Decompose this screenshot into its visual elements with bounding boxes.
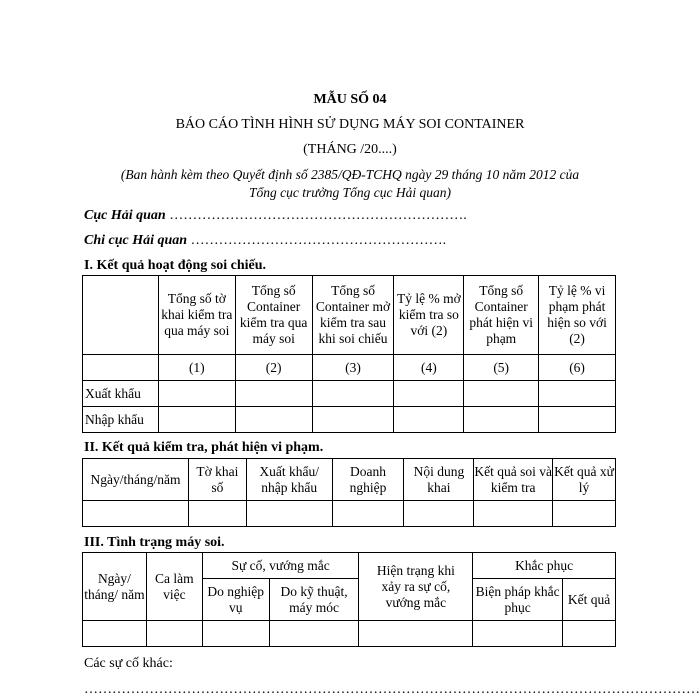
other-incidents-dots: …………………………………………………………………………………………………………………… [84, 682, 700, 697]
table-cell [474, 501, 553, 527]
fix-result-header: Kết quả [563, 579, 616, 621]
column-header: Tổng số Container phát hiện vi phạm [464, 276, 539, 355]
column-header: Nội dung khai [404, 459, 474, 501]
customs-branch-dots: ………………………………………………. [187, 233, 447, 248]
table-cell [553, 501, 616, 527]
section-3-title: III. Tình trạng máy soi. [84, 535, 225, 550]
date-header: Ngày/ tháng/ năm [83, 553, 147, 621]
column-number: (4) [394, 355, 464, 381]
other-incidents-label: Các sự cố khác: [84, 656, 173, 671]
column-header: Tổng số Container kiểm tra qua máy soi [235, 276, 312, 355]
column-header: Kết quả soi và kiểm tra [474, 459, 553, 501]
decree-line-2: Tổng cục trưởng Tổng cục Hải quan) [248, 185, 452, 200]
decree-note [0, 166, 700, 202]
customs-department-field [84, 208, 467, 224]
column-header: Doanh nghiệp [332, 459, 404, 501]
table-cell [312, 407, 394, 433]
column-header: Tổng số Container mở kiểm tra sau khi soi chiếu [312, 276, 394, 355]
table-cell [539, 381, 616, 407]
table-cell [269, 621, 359, 647]
column-number: (6) [539, 355, 616, 381]
row-label-export: Xuất khẩu [83, 381, 159, 407]
table-cell [359, 621, 473, 647]
column-number: (1) [158, 355, 235, 381]
table-cell [464, 381, 539, 407]
shift-header: Ca làm việc [146, 553, 202, 621]
table-row [83, 621, 616, 647]
table-cell [539, 407, 616, 433]
column-header: Kết quả xử lý [553, 459, 616, 501]
table-cell [394, 407, 464, 433]
incident-group-header: Sự cố, vướng mắc [202, 553, 359, 579]
table-cell [83, 621, 147, 647]
table-cell [312, 381, 394, 407]
fix-measure-header: Biện pháp khắc phục [473, 579, 563, 621]
scan-results-table [82, 275, 616, 433]
table-header-row [83, 276, 616, 355]
form-number: MẪU SỐ 04 [313, 92, 387, 107]
table-cell [464, 407, 539, 433]
incident-business-header: Do nghiệp vụ [202, 579, 269, 621]
scanner-status-table [82, 552, 616, 647]
table-cell [563, 621, 616, 647]
table-cell [235, 381, 312, 407]
column-header: Tờ khai số [188, 459, 246, 501]
table-row [83, 407, 616, 433]
table-cell [202, 621, 269, 647]
table-cell [246, 501, 332, 527]
fix-group-header: Khắc phục [473, 553, 616, 579]
column-header: Tỷ lệ % mở kiểm tra so với (2) [394, 276, 464, 355]
column-header: Ngày/tháng/năm [83, 459, 189, 501]
column-header: Tỷ lệ % vi phạm phát hiện so với (2) [539, 276, 616, 355]
table-header-row [83, 553, 616, 579]
table-cell [158, 407, 235, 433]
violations-table [82, 458, 616, 527]
customs-branch-field [84, 233, 446, 249]
table-cell [235, 407, 312, 433]
section-1-title: I. Kết quả hoạt động soi chiếu. [84, 258, 267, 273]
customs-department-label: Cục Hải quan [84, 208, 166, 223]
table-header-row [83, 459, 616, 501]
table-cell [158, 381, 235, 407]
table-cell [146, 621, 202, 647]
table-cell [394, 381, 464, 407]
column-number: (5) [464, 355, 539, 381]
column-number: (2) [235, 355, 312, 381]
table-cell [83, 355, 159, 381]
table-row [83, 501, 616, 527]
table-cell [332, 501, 404, 527]
incident-technical-header: Do kỹ thuật, máy móc [269, 579, 359, 621]
column-number: (3) [312, 355, 394, 381]
status-header: Hiện trạng khi xảy ra sự cố, vướng mắc [359, 553, 473, 621]
table-cell [188, 501, 246, 527]
table-corner-cell [83, 276, 159, 355]
customs-branch-label: Chi cục Hải quan [84, 233, 188, 248]
decree-line-1: (Ban hành kèm theo Quyết định số 2385/QĐ-TCHQ ngày 29 tháng 10 năm 2012 của [120, 167, 580, 182]
column-header: Xuất khẩu/ nhập khẩu [246, 459, 332, 501]
table-cell [473, 621, 563, 647]
section-2-title: II. Kết quả kiểm tra, phát hiện vi phạm. [84, 440, 324, 455]
row-label-import: Nhập khẩu [83, 407, 159, 433]
column-header: Tổng số tờ khai kiểm tra qua máy soi [158, 276, 235, 355]
table-row [83, 381, 616, 407]
report-title: BÁO CÁO TÌNH HÌNH SỬ DỤNG MÁY SOI CONTAINER [175, 117, 525, 132]
column-number-row [83, 355, 616, 381]
report-period: (THÁNG /20....) [303, 142, 397, 157]
table-cell [404, 501, 474, 527]
customs-department-dots: ………………………………………………………. [165, 208, 467, 223]
table-cell [83, 501, 189, 527]
